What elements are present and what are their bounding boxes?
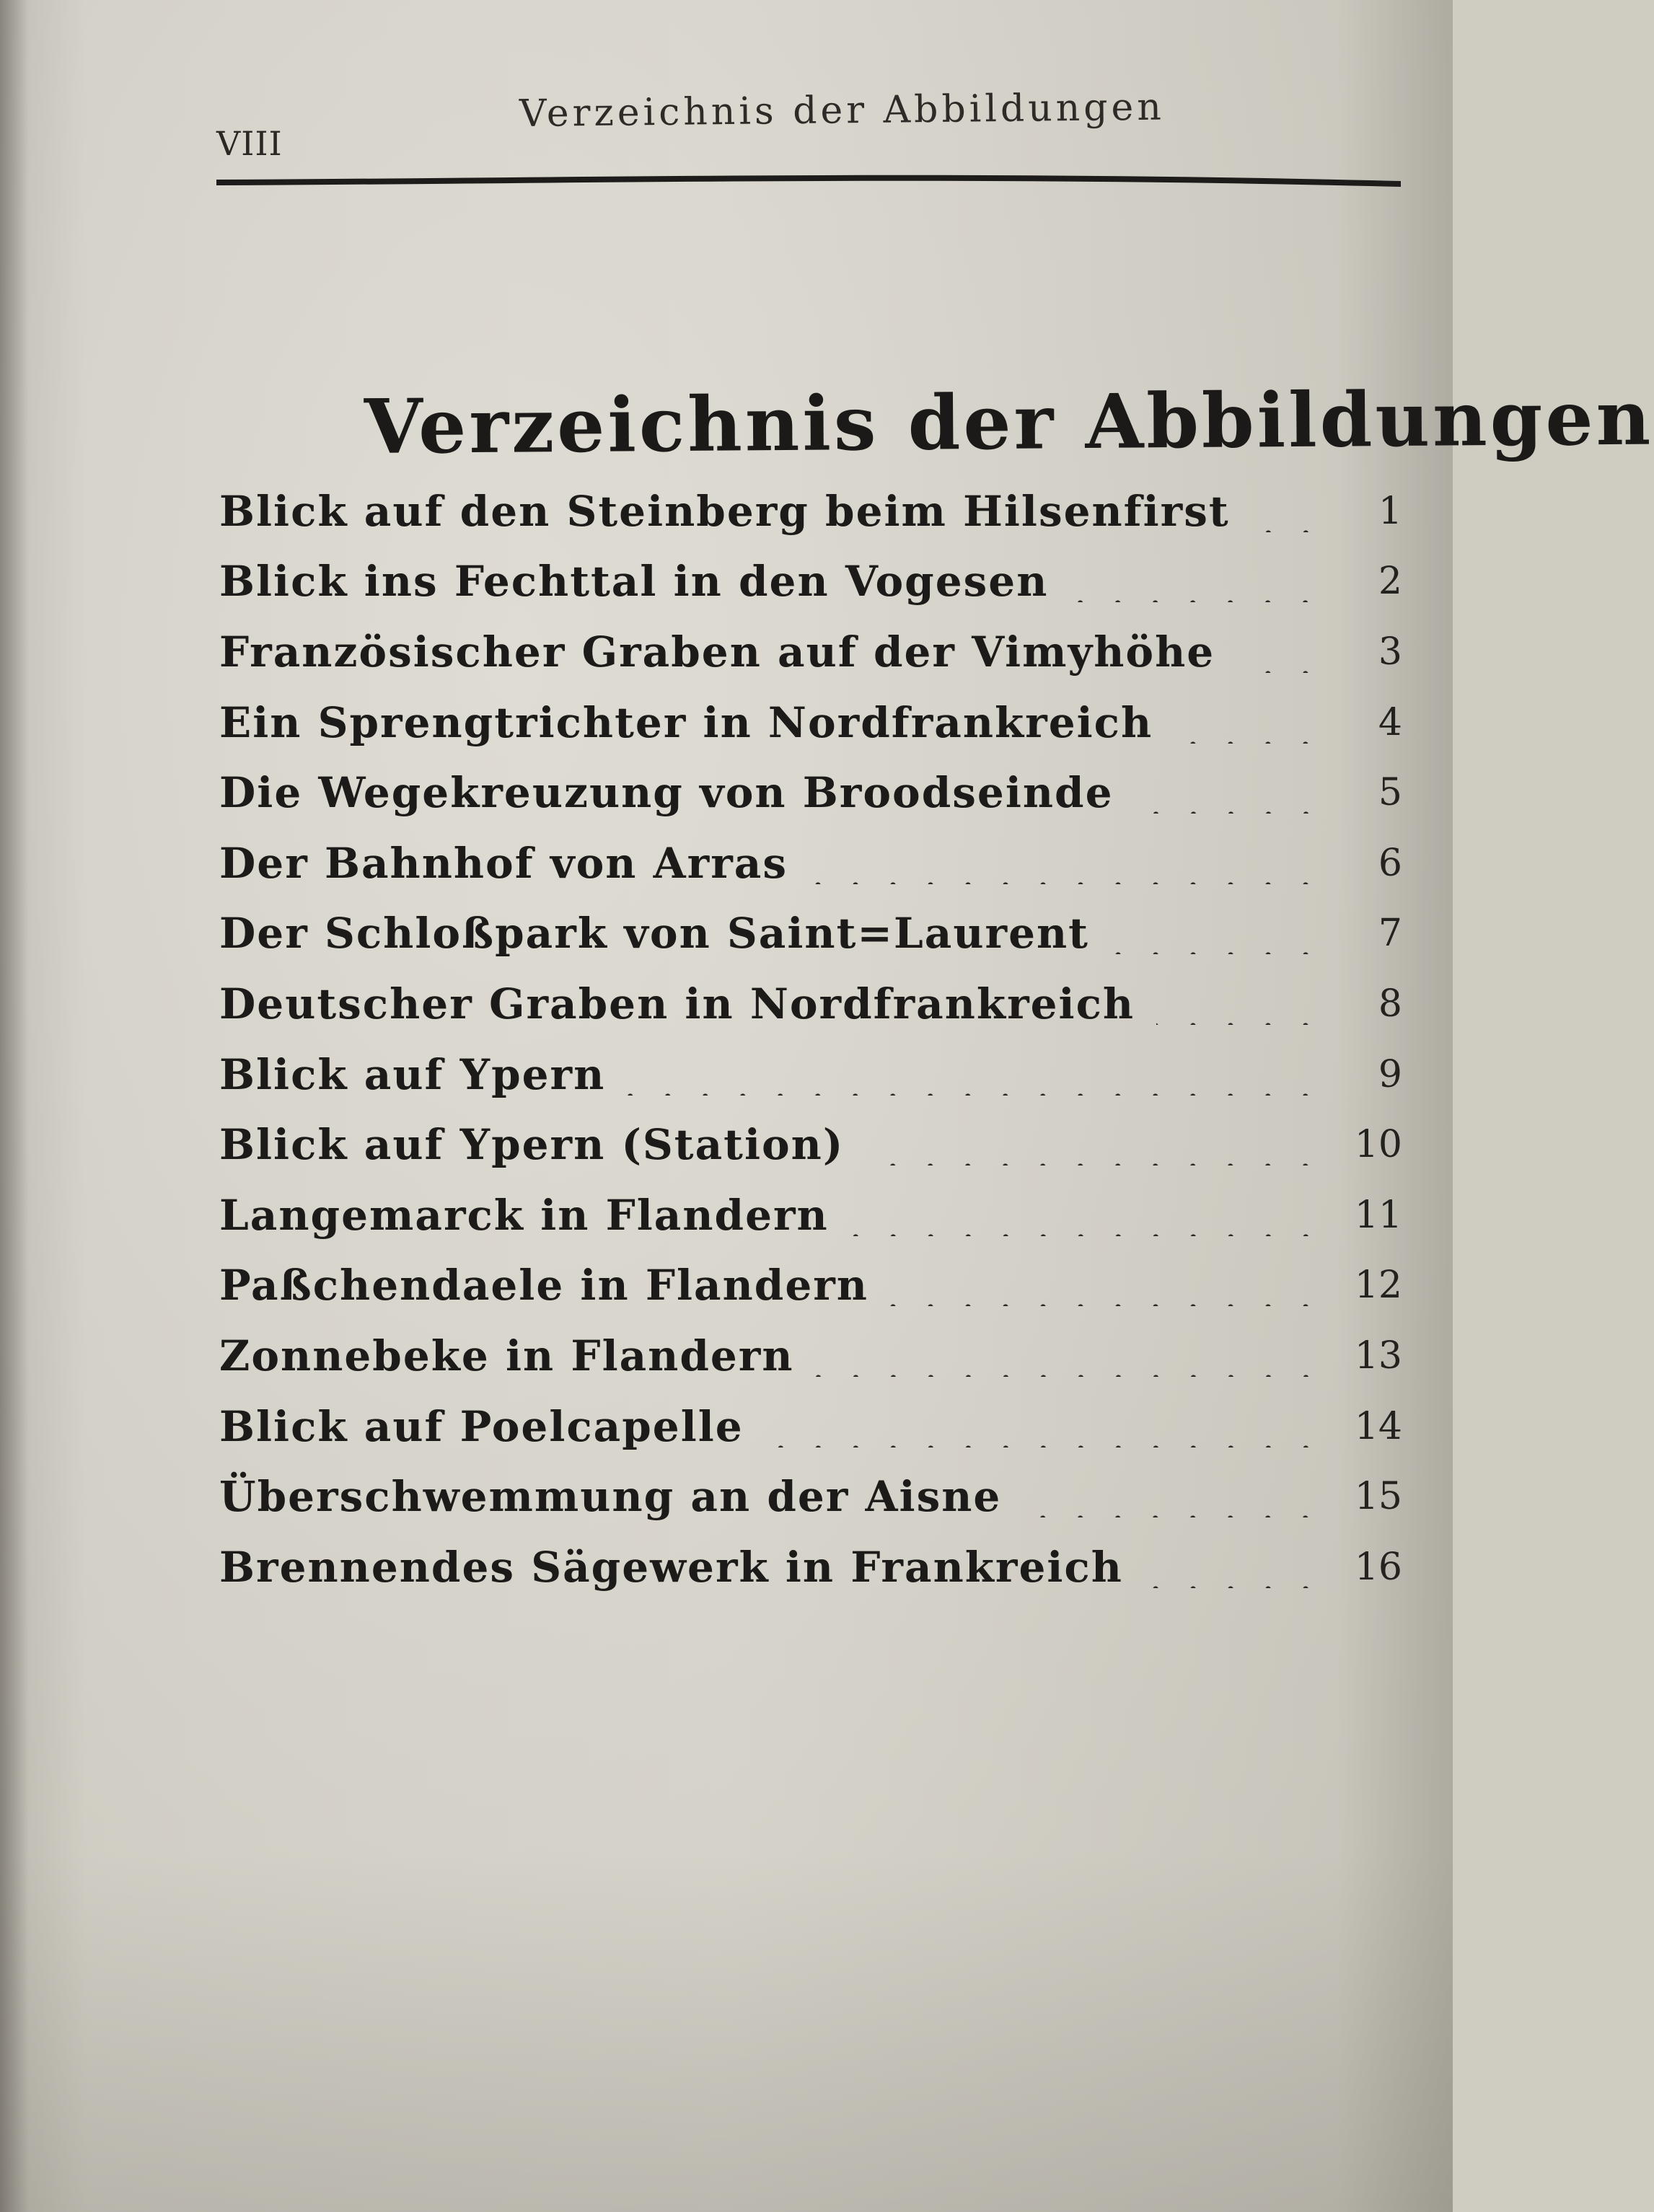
- entry-title: Die Wegekreuzung von Broodseinde: [219, 768, 1114, 818]
- entry-title: Deutscher Graben in Nordfrankreich: [219, 979, 1135, 1028]
- dot-leader: [1174, 702, 1324, 744]
- list-item: [219, 757, 1402, 828]
- dot-leader: [627, 1054, 1324, 1096]
- page-shading: [0, 1851, 1453, 2212]
- list-item: [219, 828, 1402, 899]
- dot-leader: [866, 1124, 1324, 1166]
- list-item: [219, 1532, 1402, 1603]
- dot-leader: [816, 1335, 1324, 1377]
- entry-title: Blick ins Fechttal in den Vogesen: [219, 557, 1049, 607]
- dot-leader: [809, 842, 1324, 884]
- list-item: [219, 1251, 1402, 1321]
- entry-title: Brennendes Sägewerk in Frankreich: [219, 1542, 1123, 1592]
- entry-page-number: 15: [1354, 1475, 1402, 1519]
- entry-page-number: 13: [1354, 1334, 1402, 1378]
- entry-title: Paßchendaele in Flandern: [219, 1261, 868, 1310]
- entry-title: Der Schloßpark von Saint=Laurent: [219, 909, 1089, 959]
- entry-page-number: 7: [1378, 912, 1402, 956]
- entry-page-number: 8: [1378, 982, 1402, 1026]
- entry-page-number: 3: [1378, 630, 1402, 674]
- illustration-list: [219, 476, 1402, 1603]
- dot-leader: [1156, 983, 1324, 1025]
- list-item: [219, 1461, 1402, 1532]
- entry-title: Französischer Graben auf der Vimyhöhe: [219, 627, 1215, 677]
- entry-title: Langemarck in Flandern: [219, 1190, 829, 1240]
- dot-leader: [1070, 560, 1324, 602]
- dot-leader: [890, 1264, 1324, 1306]
- entry-page-number: 14: [1354, 1404, 1402, 1448]
- dot-leader: [1145, 1546, 1324, 1588]
- dot-leader: [1111, 912, 1324, 954]
- entry-page-number: 5: [1378, 771, 1402, 815]
- dot-leader: [1252, 490, 1324, 532]
- entry-page-number: 1: [1378, 489, 1402, 533]
- list-item: [219, 1391, 1402, 1462]
- entry-title: Blick auf den Steinberg beim Hilsenfirst: [219, 486, 1230, 536]
- page-header: [0, 0, 1453, 188]
- entry-title: Überschwemmung an der Aisne: [219, 1472, 1002, 1522]
- list-item: [219, 547, 1402, 617]
- list-item: [219, 1109, 1402, 1180]
- list-item: [219, 1321, 1402, 1391]
- list-item: [219, 899, 1402, 969]
- entry-title: Blick auf Ypern (Station): [219, 1120, 845, 1170]
- entry-title: Blick auf Poelcapelle: [219, 1401, 744, 1451]
- list-item: [219, 617, 1402, 687]
- dot-leader: [1236, 631, 1324, 673]
- dot-leader: [765, 1406, 1324, 1448]
- page-number: VIII: [216, 124, 283, 163]
- entry-page-number: 16: [1354, 1545, 1402, 1589]
- entry-page-number: 6: [1378, 841, 1402, 885]
- entry-page-number: 9: [1378, 1052, 1402, 1096]
- dot-leader: [850, 1194, 1324, 1236]
- entry-title: Zonnebeke in Flandern: [219, 1331, 794, 1380]
- dot-leader: [1023, 1476, 1324, 1517]
- entry-title: Der Bahnhof von Arras: [219, 838, 788, 888]
- header-rule: [216, 169, 1401, 188]
- entry-page-number: 11: [1354, 1193, 1402, 1237]
- list-item: [219, 1039, 1402, 1110]
- dot-leader: [1135, 772, 1325, 814]
- entry-title: Blick auf Ypern: [219, 1049, 606, 1099]
- entry-page-number: 12: [1354, 1264, 1402, 1308]
- list-item: [219, 687, 1402, 758]
- list-item: [219, 969, 1402, 1039]
- entry-page-number: 10: [1354, 1123, 1402, 1167]
- entry-page-number: 2: [1378, 560, 1402, 604]
- running-head: Verzeichnis der Abbildungen: [519, 85, 1166, 136]
- entry-page-number: 4: [1378, 700, 1402, 744]
- list-item: [219, 1180, 1402, 1251]
- page-title: Verzeichnis der Abbildungen: [364, 373, 1654, 471]
- list-item: [219, 476, 1402, 547]
- entry-title: Ein Sprengtrichter in Nordfrankreich: [219, 697, 1153, 747]
